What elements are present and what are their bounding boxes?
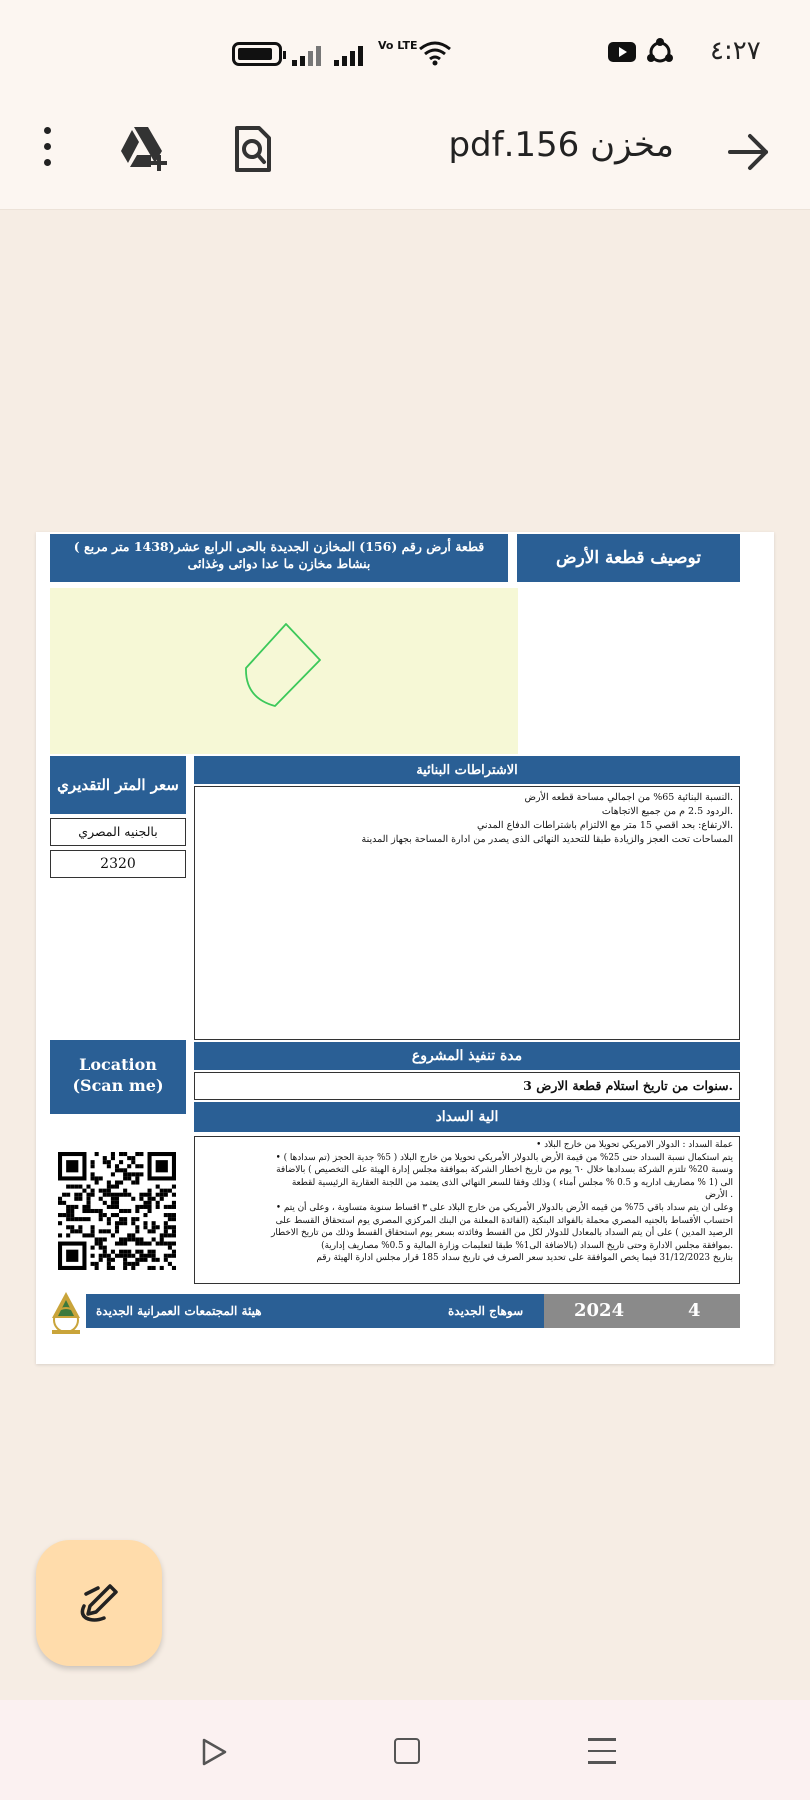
condition-line: .الردود 2.5 م من جميع الاتجاهات (601, 806, 733, 817)
sync-icon (646, 38, 674, 66)
footer-city: سوهاج الجديدة (448, 1304, 524, 1318)
status-bar (0, 0, 810, 95)
condition-line: .النسبة البنائية 65% من اجمالي مساحة قطعه الأرض (524, 792, 733, 803)
youtube-icon (608, 42, 636, 62)
battery-icon (232, 42, 282, 66)
payment-line: الرصيد المدين ) على أن يتم السداد بالمعادل للدولار لكل من القسط وفائدته بسعر يوم استحقاق القسط وذلك من تاريخ الاخطار (271, 1228, 733, 1239)
payment-line: احتساب الأقساط بالجنيه المصري محملة بالفوائد البنكية (الفائدة المعلنة من البنك المركزي المصري يوم استحقاق القسط على (275, 1215, 733, 1226)
add-to-drive-icon[interactable] (118, 125, 170, 173)
footer-page-number: 4 (688, 1300, 701, 1321)
nav-back-icon[interactable] (200, 1738, 228, 1766)
app-toolbar (0, 95, 810, 210)
more-options-icon[interactable] (44, 127, 54, 171)
volte-indicator: Vo LTE (378, 39, 418, 52)
price-value: 2320 (50, 850, 186, 878)
payment-mechanism-header: الية السداد (194, 1102, 740, 1132)
payment-line: الى (1 % مصاريف اداريه و 0.5 % مجلس أمناء ) وذلك وفقا للسعر النهائي الذى يعتمد من اللجنة العقارية الرئيسية لقطعة (291, 1177, 733, 1188)
signal-icon-sim2 (334, 44, 363, 66)
nav-recents-icon[interactable] (588, 1738, 616, 1766)
document-title: مخزن 156.pdf (448, 125, 674, 165)
nav-home-icon[interactable] (394, 1738, 420, 1764)
footer-year: 2024 (574, 1300, 625, 1321)
clock: ٤:٢٧ (710, 36, 761, 66)
project-duration-header: مدة تنفيذ المشروع (194, 1042, 740, 1070)
price-unit: بالجنيه المصري (50, 818, 186, 846)
condition-line: المساحات تحت العجز والزيادة طبقا للتحديد النهائى الذى يصدر من ادارة المساحة بجهاز المدينة (361, 834, 733, 845)
wifi-icon (418, 40, 452, 66)
payment-line: .بموافقة مجلس الادارة وحتى تاريخ السداد (بالاضافة الى1% طبقا لتعليمات وزارة المالية و 0.5% مصاريف إدارية) (321, 1240, 733, 1251)
location-label: Location (Scan me) (50, 1040, 186, 1114)
annotate-fab[interactable] (36, 1540, 162, 1666)
payment-line: ونسبة 20% تلتزم الشركة بسدادها خلال ٦٠ يوم من تاريخ اخطار الشركة بموافقة مجلس إدارة الهيئة على التخصيص ) بالاضافة (276, 1165, 733, 1176)
payment-line: عملة السداد : الدولار الامريكي تحويلا من خارج البلاد • (536, 1140, 733, 1150)
plot-outline-shape (50, 588, 518, 754)
footer-authority: هيئة المجتمعات العمرانية الجديدة (96, 1304, 262, 1318)
payment-line: وعلى ان يتم سداد باقي 75% من قيمه الأرض بالدولار الأمريكي من خارج البلاد على ٣ اقساط سنوية متساوية ، وعلى أن يتم • (275, 1202, 733, 1213)
payment-mechanism-box (194, 1136, 740, 1284)
plot-map (50, 588, 518, 754)
search-in-document-icon[interactable] (233, 125, 273, 173)
payment-line: بتاريخ 31/12/2023 فيما يخص الموافقة على تحديد سعر الصرف في تاريخ سداد 185 قرار مجلس ادارة الهيئة رقم (316, 1253, 733, 1264)
back-arrow-icon[interactable] (726, 130, 770, 174)
plot-description-label: توصيف قطعة الأرض (517, 534, 740, 582)
project-duration-text: .سنوات من تاريخ استلام قطعة الارض 3 (194, 1072, 740, 1100)
location-qr-code[interactable] (58, 1152, 176, 1270)
plot-title: قطعة أرض رقم (156) المخازن الجديدة بالحى الرابع عشر(1438 متر مربع ) بنشاط مخازن ما عدا دوائى وغذائى (50, 534, 508, 582)
price-header: سعر المتر التقديري (50, 756, 186, 814)
pdf-page[interactable] (36, 532, 774, 1364)
condition-line: .الارتفاع: بحد اقصي 15 متر مع الالتزام باشتراطات الدفاع المدني (476, 820, 733, 831)
payment-line: . الأرض (705, 1190, 733, 1201)
building-conditions-box (194, 786, 740, 1040)
building-conditions-header: الاشتراطات البنائية (194, 756, 740, 784)
edit-pen-icon (76, 1580, 122, 1626)
authority-logo-icon (46, 1288, 86, 1338)
payment-line: يتم استكمال نسبة السداد حتى 25% من قيمة الأرض بالدولار الأمريكي تحويلا من خارج البلاد ( 5% جدية الحجز (تم سدادها ) • (275, 1152, 733, 1163)
signal-icon-sim1 (292, 44, 321, 66)
